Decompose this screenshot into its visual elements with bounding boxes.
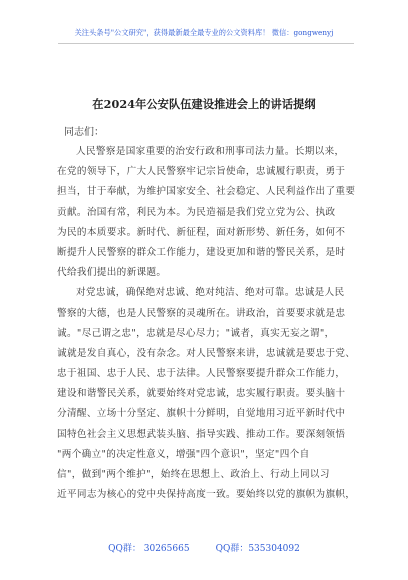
body-line: 建设和谐警民关系，就要始终对党忠诚，忠实履行职责。要头脑十 [57,388,346,400]
document-title: 在2024年公安队伍建设推进会上的讲话提纲 [92,97,316,111]
footer [0,541,408,554]
body-line: 近平同志为核心的党中央保持高度一致。要始终以党的旗帜为旗帜， [57,489,356,501]
body-line: 警察的大德，也是人民警察的灵魂所在。讲政治，首要要求就是忠 [57,307,346,319]
body-line: 国特色社会主义思想武装头脑、指导实践、推动工作。要深刻领悟 [57,428,346,440]
body-line: 信"，做到"两个维护"，始终在思想上、政治上、行动上同以习 [57,469,330,480]
body-line: 诚。"尽己谓之忠"，忠就是尽心尽力；"诚者，真实无妄之谓"， [57,327,335,339]
body-line: 人民警察是国家重要的治安行政和刑事司法力量。长期以来， [76,146,345,157]
body-line: "两个确立"的决定性意义，增强"四个意识"，坚定"四个自 [57,448,310,460]
body-line: 为民的本质要求。新时代、新征程，面对新形势、新任务，如何不 [57,226,346,238]
header-banner[interactable]: 关注头条号"公文研究"，获得最新最全最专业的公文资料库！ 微信：gongwenyj [74,28,334,37]
body-line: 担当，甘于奉献，为维护国家安全、社会稳定、人民利益作出了重要 [57,186,356,198]
body-line: 贡献。治国有常，利民为本。为民造福是我们党立党为公、执政 [57,206,336,218]
body-line: 忠于祖国、忠于人民、忠于法律。人民警察要提升群众工作能力， [57,368,346,380]
body-line: 诚就是发自真心，没有杂念。对人民警察来讲，忠诚就是要忠于党、 [57,347,356,359]
document-body [57,142,357,505]
greeting: 同志们： [64,127,104,138]
body-line: 在党的领导下，广大人民警察牢记宗旨使命，忠诚履行职责，勇于 [57,166,346,178]
body-line: 断提升人民警察的群众工作能力，建设更加和谐的警民关系，是时 [57,246,346,258]
header-divider [58,43,354,44]
body-line: 代给我们提出的新课题。 [57,267,167,279]
body-line: 分清醒、立场十分坚定、旗帜十分鲜明，自觉地用习近平新时代中 [57,408,346,420]
footer-qq-group-2[interactable]: QQ群：535304092 [215,544,300,554]
body-line: 对党忠诚，确保绝对忠诚、绝对纯洁、绝对可靠。忠诚是人民 [76,287,345,299]
footer-qq-group-1[interactable]: QQ群： 30265665 [108,544,190,554]
